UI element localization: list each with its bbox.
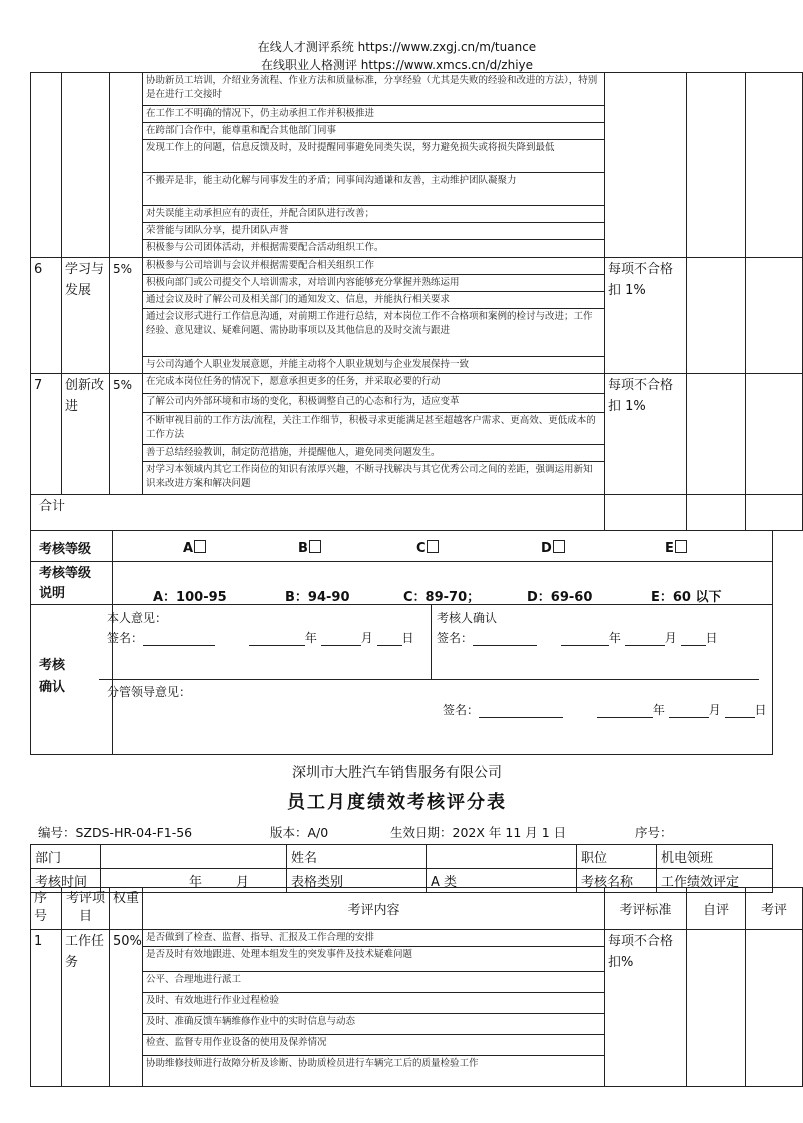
upper-eval-table — [30, 72, 803, 531]
type-value[interactable]: A 类 — [427, 869, 577, 893]
sec5-standard — [605, 73, 687, 258]
sec5-review-score[interactable] — [746, 73, 803, 258]
reviewer-year-line[interactable] — [561, 632, 609, 646]
form-version: 版本：A/0 — [270, 825, 329, 840]
type-label: 表格类别 — [287, 869, 427, 893]
content-row: 公平、合理地进行派工 — [143, 972, 605, 993]
reviewer-confirm-label: 考核人确认 — [437, 611, 498, 625]
dept-value[interactable] — [101, 845, 287, 869]
total-standard — [605, 495, 687, 531]
period-value[interactable]: 年 月 — [101, 869, 287, 893]
col-seq: 序号 — [31, 888, 62, 930]
assess-name-value[interactable]: 工作绩效评定 — [657, 869, 773, 893]
form-title: 员工月度绩效考核评分表 — [287, 792, 507, 813]
site-link-2[interactable]: 在线职业人格测评 https://www.xmcs.cn/d/zhiye — [260, 58, 534, 72]
checkbox-d[interactable] — [553, 540, 565, 553]
name-label: 姓名 — [287, 845, 427, 869]
leader-opinion-label: 分管领导意见： — [107, 685, 192, 699]
confirm-label: 考核 确认 — [31, 605, 113, 755]
leader-year-line[interactable] — [597, 704, 653, 718]
form-seq: 序号： — [635, 825, 673, 840]
self-sign-line[interactable] — [143, 632, 215, 646]
leader-day-line[interactable] — [725, 704, 755, 718]
grade-option-e[interactable]: E — [665, 540, 687, 556]
sec7-review-score[interactable] — [746, 374, 803, 495]
sec6-standard: 每项不合格扣 1% — [605, 258, 687, 374]
content-row: 通过会议形式进行工作信息沟通，对前期工作进行总结，对本岗位工作不合格项和案例的检讨与改进；工作经验、意见建议、疑难问题、需协助事项以及其他信息的及时交流与跟进 — [143, 309, 605, 357]
name-value[interactable] — [427, 845, 577, 869]
total-self-score[interactable] — [687, 495, 746, 531]
total-label: 合计 — [31, 495, 605, 531]
col-self: 自评 — [687, 888, 746, 930]
grade-desc-label: 考核等级 说明 — [31, 562, 113, 605]
reviewer-month-line[interactable] — [625, 632, 665, 646]
leader-sign-line[interactable] — [479, 704, 563, 718]
content-row: 不搬弄是非，能主动化解与同事发生的矛盾；同事间沟通谦和友善，主动维护团队凝聚力 — [143, 173, 605, 206]
content-row: 及时、准确反馈车辆维修作业中的实时信息与动态 — [143, 1014, 605, 1035]
content-row: 协助维修技师进行故障分析及诊断、协助质检员进行车辆完工后的质量检验工作 — [143, 1056, 605, 1087]
total-review-score[interactable] — [746, 495, 803, 531]
grade-option-a[interactable]: A — [183, 540, 206, 556]
reviewer-sign-row: 签名： 年 月 日 — [437, 631, 718, 645]
sec6-no: 6 — [31, 258, 62, 374]
self-opinion-label: 本人意见： — [107, 611, 168, 625]
col-weight: 权重 — [110, 888, 143, 930]
grade-option-b[interactable]: B — [298, 540, 321, 556]
content-row: 荣誉能与团队分享，提升团队声誉 — [143, 223, 605, 240]
period-label: 考核时间 — [31, 869, 101, 893]
content-row: 积极参与公司培训与会议并根据需要配合相关组织工作 — [143, 258, 605, 275]
grade-desc-a: A：100-95 — [153, 590, 227, 605]
company-name: 深圳市大胜汽车销售服务有限公司 — [292, 765, 502, 781]
sec7-self-score[interactable] — [687, 374, 746, 495]
sec7-weight: 5% — [110, 374, 143, 495]
content-row: 是否及时有效地跟进、处理本组发生的突发事件及技术疑难问题 — [143, 947, 605, 972]
content-row: 检查、监督专用作业设备的使用及保养情况 — [143, 1035, 605, 1056]
form-effective-date: 生效日期：202X 年 11 月 1 日 — [390, 825, 567, 840]
assess-name-label: 考核名称 — [577, 869, 657, 893]
sec1-weight: 50% — [110, 930, 143, 1087]
checkbox-b[interactable] — [309, 540, 321, 553]
content-row: 了解公司内外部环境和市场的变化，积极调整自己的心态和行为，适应变革 — [143, 394, 605, 413]
sec1-no: 1 — [31, 930, 62, 1087]
checkbox-c[interactable] — [427, 540, 439, 553]
content-row: 在完成本岗位任务的情况下，愿意承担更多的任务，并采取必要的行动 — [143, 374, 605, 394]
sec7-item: 创新改进 — [62, 374, 110, 495]
content-row: 与公司沟通个人职业发展意愿，并能主动将个人职业规划与企业发展保持一致 — [143, 357, 605, 374]
content-row: 对失误能主动承担应有的责任，并配合团队进行改善； — [143, 206, 605, 223]
sec1-review-score[interactable] — [746, 930, 803, 1087]
content-row: 协助新员工培训，介绍业务流程、作业方法和质量标准，分享经验（尤其是失败的经验和改进的方法），特别是在进行工交接时 — [143, 73, 605, 106]
content-row: 积极参与公司团体活动，并根据需要配合活动组织工作。 — [143, 240, 605, 258]
lower-eval-table — [30, 887, 803, 1087]
sec6-review-score[interactable] — [746, 258, 803, 374]
sec6-self-score[interactable] — [687, 258, 746, 374]
dept-label: 部门 — [31, 845, 101, 869]
grade-desc-d: D：69-60 — [527, 590, 593, 605]
grade-table — [30, 530, 773, 755]
reviewer-day-line[interactable] — [681, 632, 706, 646]
col-standard: 考评标准 — [605, 888, 687, 930]
position-label: 职位 — [577, 845, 657, 869]
sec5-weight — [110, 73, 143, 258]
sec1-standard: 每项不合格扣% — [605, 930, 687, 1087]
content-row: 在跨部门合作中，能尊重和配合其他部门同事 — [143, 123, 605, 140]
sec5-item — [62, 73, 110, 258]
sec7-no: 7 — [31, 374, 62, 495]
sec1-self-score[interactable] — [687, 930, 746, 1087]
content-row: 及时、有效地进行作业过程检验 — [143, 993, 605, 1014]
sec7-standard: 每项不合格扣 1% — [605, 374, 687, 495]
col-content: 考评内容 — [143, 888, 605, 930]
content-row: 在工作工不明确的情况下，仍主动承担工作并积极推进 — [143, 106, 605, 123]
self-year-line[interactable] — [249, 632, 305, 646]
content-row: 善于总结经验教训，制定防范措施，并提醒他人，避免同类问题发生。 — [143, 445, 605, 462]
leader-month-line[interactable] — [669, 704, 709, 718]
sec1-item: 工作任务 — [62, 930, 110, 1087]
col-item: 考评项目 — [62, 888, 110, 930]
grade-option-c[interactable]: C — [416, 540, 439, 556]
content-row: 发现工作上的问题，信息反馈及时，及时提醒同事避免同类失误，努力避免损失或将损失降到最低 — [143, 140, 605, 173]
sec5-self-score[interactable] — [687, 73, 746, 258]
position-value[interactable]: 机电领班 — [657, 845, 773, 869]
self-day-line[interactable] — [377, 632, 402, 646]
content-row: 积极向部门或公司提交个人培训需求，对培训内容能够充分掌握并熟练运用 — [143, 275, 605, 292]
info-table — [30, 844, 773, 893]
grade-desc-e: E：60 以下 — [651, 590, 722, 605]
site-link-1[interactable]: 在线人才测评系统 https://www.zxgj.cn/m/tuance — [257, 40, 537, 54]
leader-sign-row: 签名： 年 月 日 — [443, 703, 767, 717]
content-row: 是否做到了检查、监督、指导、汇报及工作合理的安排 — [143, 930, 605, 947]
checkbox-e[interactable] — [675, 540, 687, 553]
self-month-line[interactable] — [321, 632, 361, 646]
checkbox-a[interactable] — [194, 540, 206, 553]
grade-option-d[interactable]: D — [541, 540, 565, 556]
col-review: 考评 — [746, 888, 803, 930]
reviewer-sign-line[interactable] — [473, 632, 537, 646]
sec6-weight: 5% — [110, 258, 143, 374]
content-row: 对学习本领域内其它工作岗位的知识有浓厚兴趣，不断寻找解决与其它优秀公司之间的差距，强调运用新知识来改进方案和解决问题 — [143, 462, 605, 495]
grade-desc-c: C：89-70； — [403, 590, 481, 605]
content-row: 通过会议及时了解公司及相关部门的通知发文、信息，并能执行相关要求 — [143, 292, 605, 309]
self-sign-row: 签名： 年 月 日 — [107, 631, 414, 645]
grade-desc-b: B：94-90 — [285, 590, 350, 605]
sec6-item: 学习与发展 — [62, 258, 110, 374]
sec5-no — [31, 73, 62, 258]
grade-label: 考核等级 — [31, 531, 113, 562]
content-row: 不断审视目前的工作方法/流程，关注工作细节，积极寻求更能满足甚至超越客户需求、更高效、更低成本的工作方法 — [143, 413, 605, 445]
form-code: 编号：SZDS-HR-04-F1-56 — [38, 825, 193, 840]
